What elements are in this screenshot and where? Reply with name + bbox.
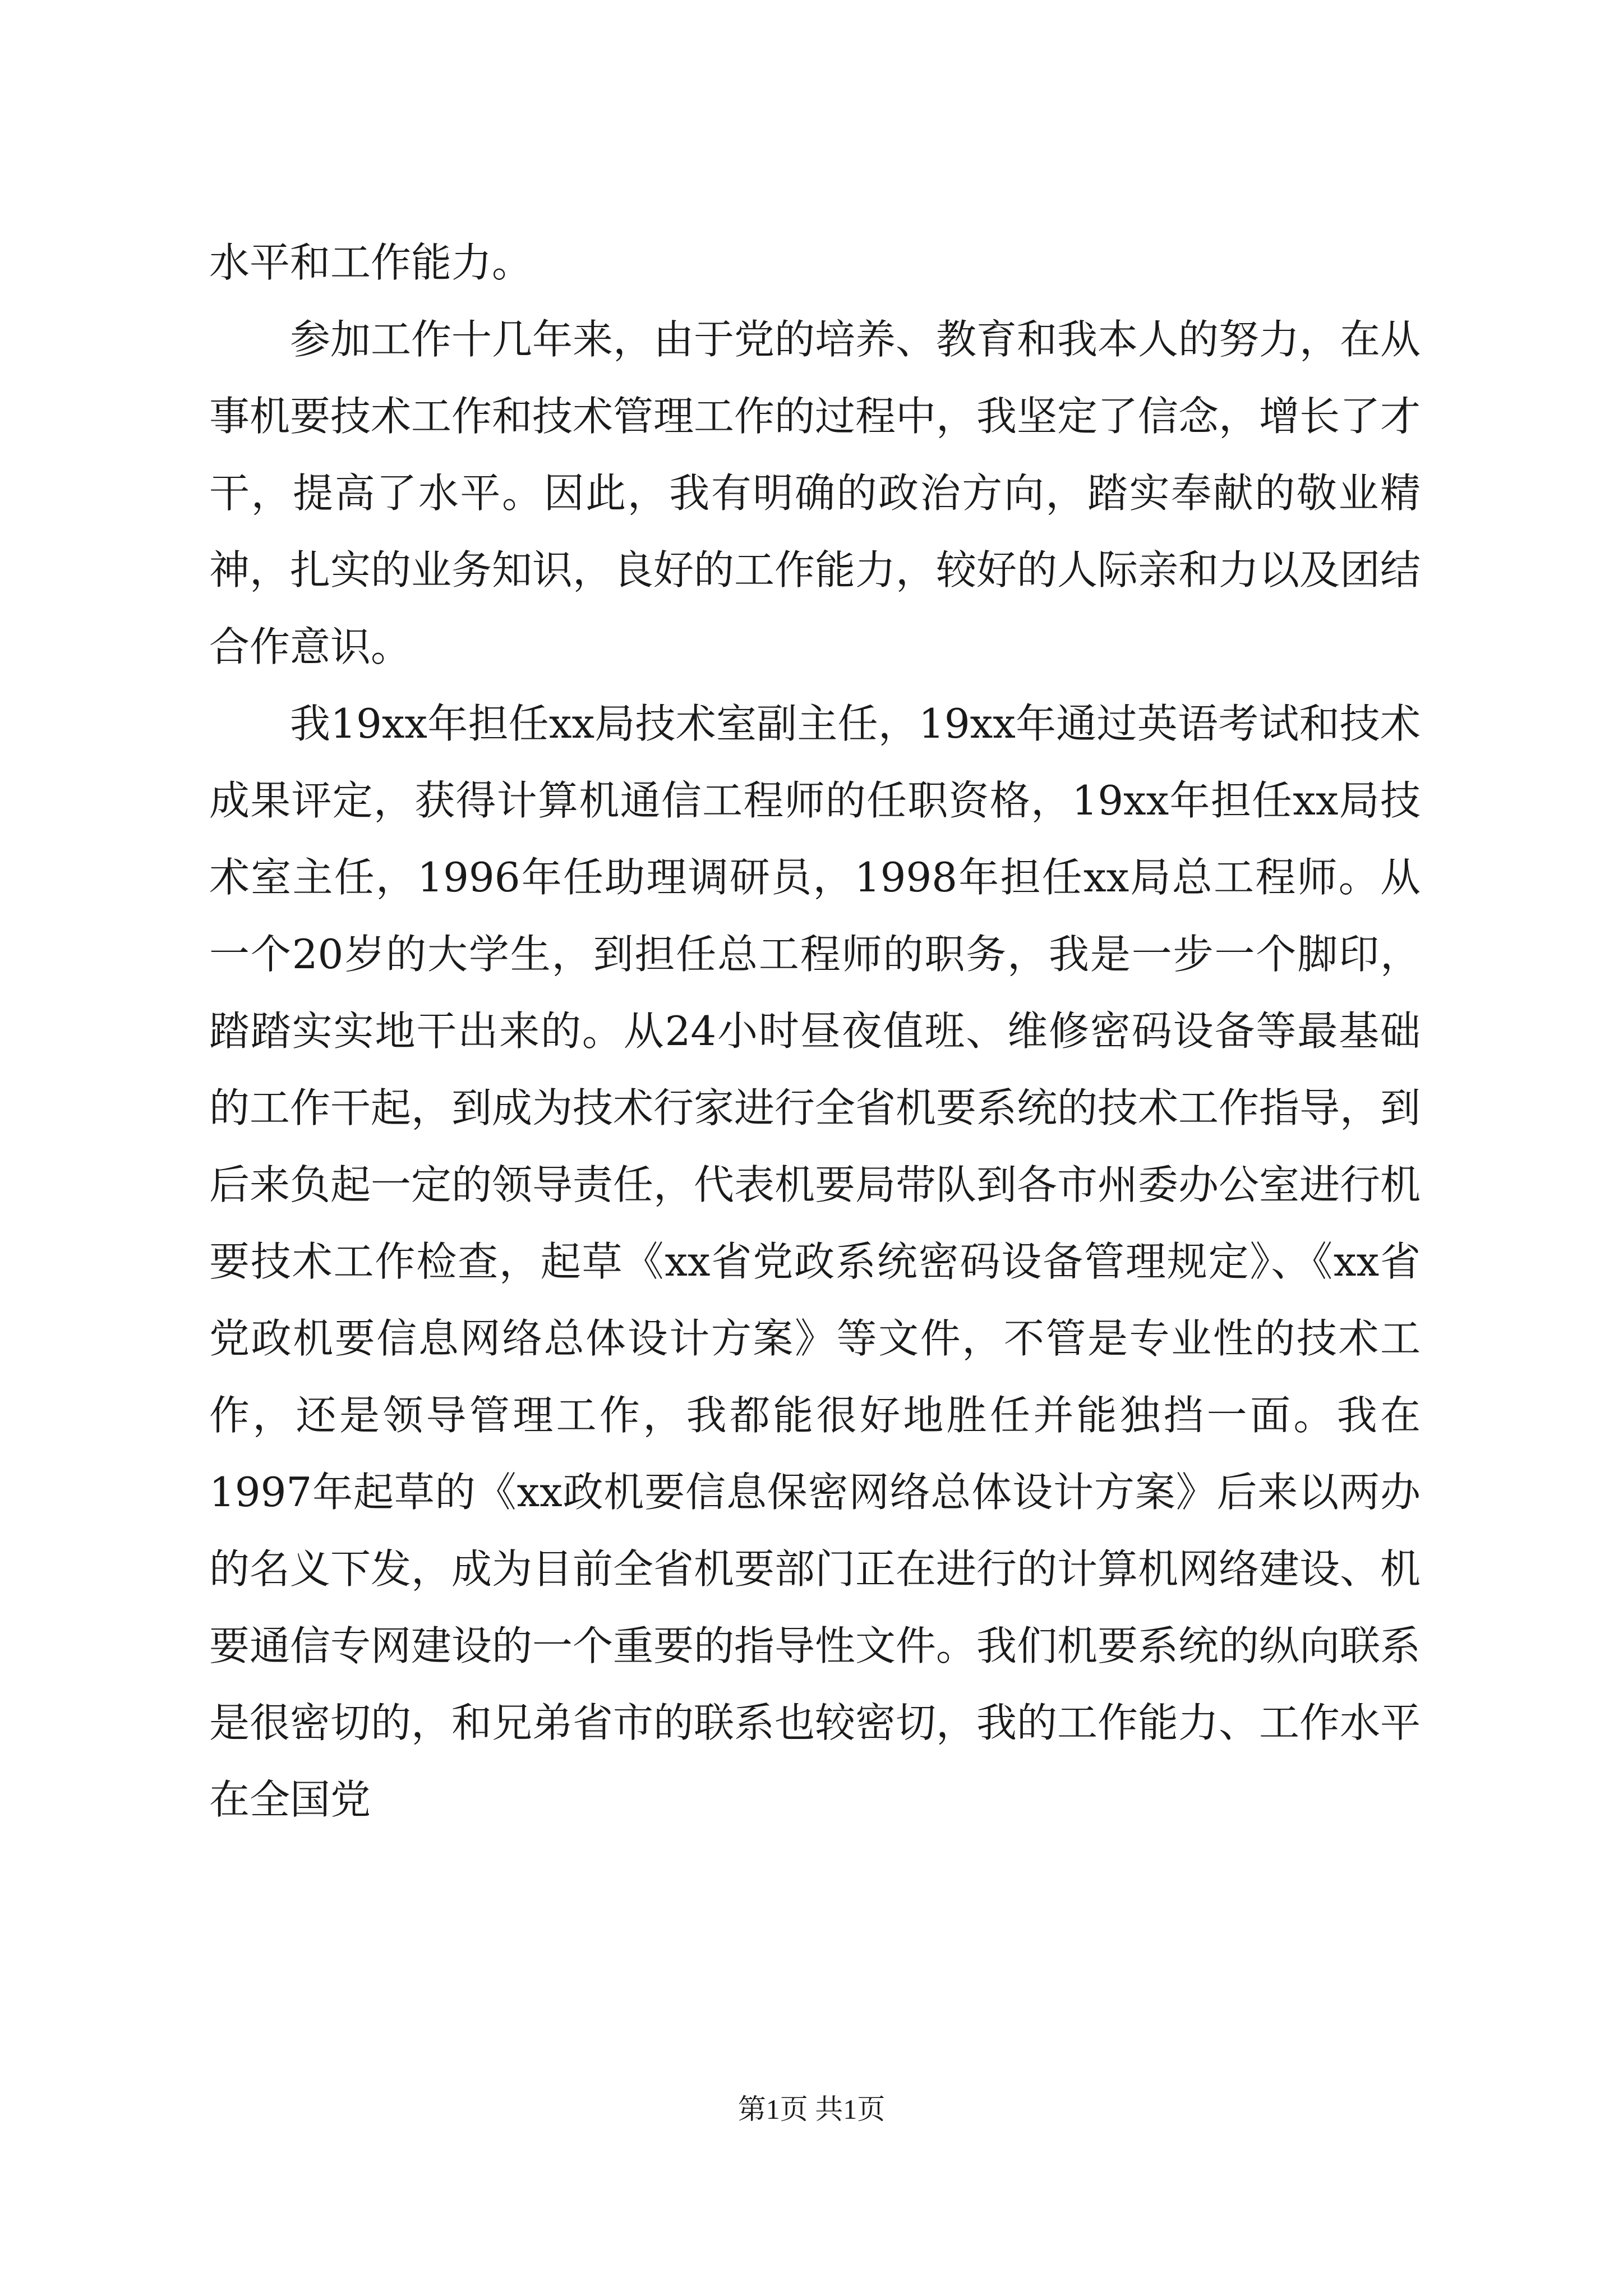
paragraph-1: 水平和工作能力。 <box>209 239 533 286</box>
page-number-label: 第1页 共1页 <box>737 2093 886 2125</box>
paragraph-3: 我19xx年担任xx局技术室副主任，19xx年通过英语考试和技术成果评定，获得计算机通信工程师的任职资格，19xx年担任xx局技术室主任，1996年任助理调研员，1998年担任xx局总工程师。从一个20岁的大学生，到担任总工程师的职务，我是一步一个脚印，踏踏实实地干出来的。从24小时昼夜值班、维修密码设备等最基础的工作干起，到成为技术行家进行全省机要系统的技术工作指导，到后来负起一定的领导责任，代表机要局带队到各市州委办公室进行机要技术工作检查，起草《xx省党政系统密码设备管理规定》、《xx省党政机要信息网络总体设计方案》等文件，不管是专业性的技术工作，还是领导管理工作，我都能很好地胜任并能独挡一面。我在1997年起草的《xx政机要信息保密网络总体设计方案》后来以两办的名义下发，成为目前全省机要部门正在进行的计算机网络建设、机要通信专网建设的一个重要的指导性文件。我们机要系统的纵向联系是很密切的，和兄弟省市的联系也较密切，我的工作能力、工作水平在全国党 <box>209 700 1421 1823</box>
paragraph-2: 参加工作十几年来，由于党的培养、教育和我本人的努力，在从事机要技术工作和技术管理工作的过程中，我坚定了信念，增长了才干，提高了水平。因此，我有明确的政治方向，踏实奉献的敬业精神，扎实的业务知识，良好的工作能力，较好的人际亲和力以及团结合作意识。 <box>209 316 1421 670</box>
page-footer <box>0 2092 1623 2126</box>
document-body <box>209 224 1421 1838</box>
